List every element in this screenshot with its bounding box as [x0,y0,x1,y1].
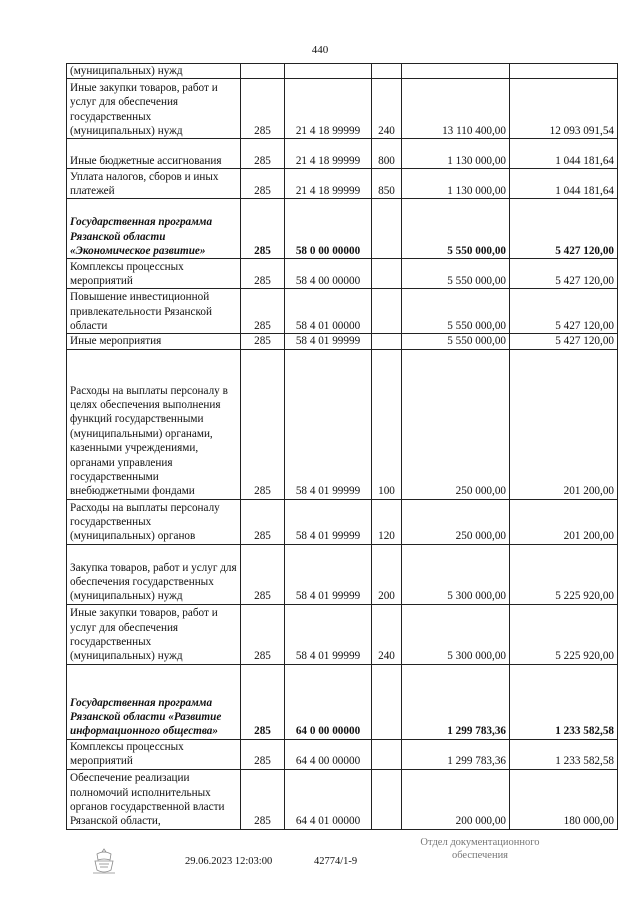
row-amount-planned: 5 550 000,00 [402,334,510,349]
row-code: 285 [241,544,285,604]
row-amount-planned [402,64,510,79]
row-amount-executed: 1 044 181,64 [510,139,618,169]
row-amount-executed: 5 427 120,00 [510,334,618,349]
row-target-article: 64 4 01 00000 [285,769,372,829]
row-name: Комплексы процессных мероприятий [67,259,241,289]
row-amount-planned: 5 550 000,00 [402,199,510,259]
row-target-article: 58 4 01 99999 [285,499,372,544]
row-amount-planned: 250 000,00 [402,499,510,544]
row-code: 285 [241,169,285,199]
table-row [67,139,618,169]
row-amount-executed: 12 093 091,54 [510,79,618,139]
table-row [67,289,618,334]
row-amount-executed: 180 000,00 [510,769,618,829]
row-target-article: 64 4 00 00000 [285,739,372,769]
row-amount-planned: 1 299 783,36 [402,739,510,769]
row-target-article: 58 4 00 00000 [285,259,372,289]
table-row [67,664,618,739]
row-code: 285 [241,334,285,349]
row-name: Закупка товаров, работ и услуг для обеспечения государственных (муниципальных) нужд [67,544,241,604]
table-row [67,349,618,499]
row-amount-planned: 1 299 783,36 [402,664,510,739]
row-amount-executed: 1 233 582,58 [510,664,618,739]
row-amount-planned: 250 000,00 [402,349,510,499]
row-amount-executed: 5 427 120,00 [510,259,618,289]
page-number: 440 [311,44,329,56]
stamp-line-1: Отдел документационного [420,837,540,848]
row-name: Расходы на выплаты персоналу в целях обеспечения выполнения функций государственными (муниципальными) органами, казенными учреждениями, органами управления государственными внебюджетными фондами [67,349,241,499]
table-row [67,739,618,769]
row-code: 285 [241,259,285,289]
row-code: 285 [241,139,285,169]
table-row [67,769,618,829]
row-expense-type [372,64,402,79]
row-code [241,64,285,79]
table-row [67,259,618,289]
row-expense-type [372,664,402,739]
row-name: Иные мероприятия [67,334,241,349]
row-amount-executed: 201 200,00 [510,349,618,499]
row-amount-executed: 5 427 120,00 [510,289,618,334]
row-expense-type: 120 [372,499,402,544]
row-target-article: 64 0 00 00000 [285,664,372,739]
footer-doc-number: 42774/1-9 [314,856,358,867]
stamp-line-2: обеспечения [451,850,509,861]
row-name: Иные бюджетные ассигнования [67,139,241,169]
row-expense-type [372,259,402,289]
table-row [67,169,618,199]
row-name: Иные закупки товаров, работ и услуг для обеспечения государственных (муниципальных) нужд [67,79,241,139]
row-expense-type: 240 [372,79,402,139]
row-target-article: 58 4 01 99999 [285,544,372,604]
row-expense-type: 850 [372,169,402,199]
row-name: Иные закупки товаров, работ и услуг для обеспечения государственных (муниципальных) нужд [67,604,241,664]
row-amount-executed: 5 225 920,00 [510,544,618,604]
row-name: Повышение инвестиционной привлекательности Рязанской области [67,289,241,334]
row-expense-type [372,199,402,259]
table-row [67,544,618,604]
row-name: Уплата налогов, сборов и иных платежей [67,169,241,199]
row-expense-type [372,769,402,829]
row-code: 285 [241,664,285,739]
row-name: Государственная программа Рязанской области «Экономическое развитие» [67,199,241,259]
row-code: 285 [241,199,285,259]
row-amount-planned: 1 130 000,00 [402,169,510,199]
row-amount-executed: 5 225 920,00 [510,604,618,664]
row-target-article: 58 4 01 99999 [285,349,372,499]
table-row [67,604,618,664]
table-row [67,79,618,139]
row-amount-planned: 5 300 000,00 [402,544,510,604]
row-target-article: 58 4 01 99999 [285,334,372,349]
row-amount-planned: 5 300 000,00 [402,604,510,664]
row-expense-type [372,739,402,769]
row-expense-type: 800 [372,139,402,169]
row-name: Государственная программа Рязанской области «Развитие информационного общества» [67,664,241,739]
row-code: 285 [241,289,285,334]
row-code: 285 [241,79,285,139]
row-amount-planned: 5 550 000,00 [402,289,510,334]
row-name: (муниципальных) нужд [67,64,241,79]
row-expense-type: 100 [372,349,402,499]
row-target-article: 21 4 18 99999 [285,79,372,139]
row-amount-executed: 201 200,00 [510,499,618,544]
row-expense-type: 240 [372,604,402,664]
row-name: Комплексы процессных мероприятий [67,739,241,769]
coat-of-arms-emblem [90,846,118,876]
row-code: 285 [241,499,285,544]
table-row [67,64,618,79]
row-expense-type: 200 [372,544,402,604]
row-target-article: 58 4 01 99999 [285,604,372,664]
row-target-article: 21 4 18 99999 [285,169,372,199]
row-amount-planned: 1 130 000,00 [402,139,510,169]
row-expense-type [372,334,402,349]
row-amount-planned: 5 550 000,00 [402,259,510,289]
row-target-article: 58 4 01 00000 [285,289,372,334]
row-amount-executed: 1 044 181,64 [510,169,618,199]
row-target-article: 21 4 18 99999 [285,139,372,169]
row-amount-executed [510,64,618,79]
row-amount-executed: 1 233 582,58 [510,739,618,769]
row-name: Расходы на выплаты персоналу государственных (муниципальных) органов [67,499,241,544]
row-amount-planned: 13 110 400,00 [402,79,510,139]
department-stamp [400,836,560,862]
table-row [67,499,618,544]
table-row [67,199,618,259]
budget-table [66,63,618,830]
row-code: 285 [241,739,285,769]
row-target-article: 58 0 00 00000 [285,199,372,259]
footer-date: 29.06.2023 12:03:00 [185,856,273,867]
table-row [67,334,618,349]
row-code: 285 [241,769,285,829]
row-name: Обеспечение реализации полномочий исполнительных органов государственной власти Рязанской области, [67,769,241,829]
row-code: 285 [241,604,285,664]
row-target-article [285,64,372,79]
row-amount-planned: 200 000,00 [402,769,510,829]
row-amount-executed: 5 427 120,00 [510,199,618,259]
row-expense-type [372,289,402,334]
row-code: 285 [241,349,285,499]
table-body [67,64,618,830]
